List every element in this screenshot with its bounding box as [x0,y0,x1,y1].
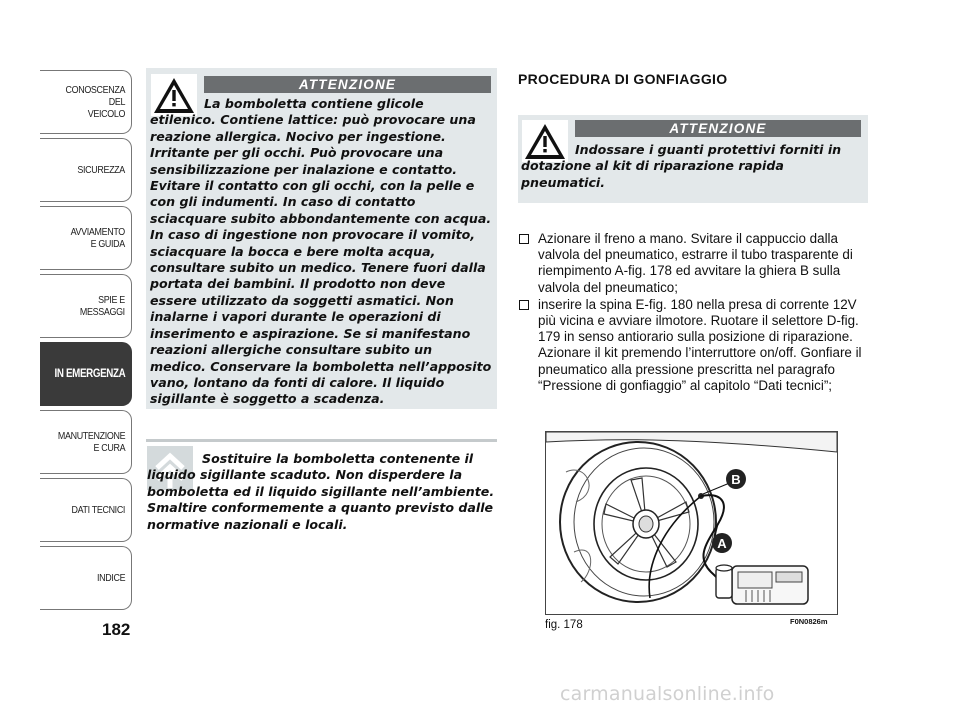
eco-note-text: Sostituire la bomboletta contenente il liquido sigillante scaduto. Non disperdere la bomboletta ed il liquido sigillante nell’ambiente. Smaltire conformemente a quanto previsto dalle normative nazionali e locali. [147,451,495,532]
callout-b: B [731,472,741,487]
watermark: carmanualsonline.info [560,683,775,705]
checkbox-bullet-icon [519,300,529,310]
figure-178 [545,431,838,615]
figure-code: F0N0826m [790,617,828,626]
tab-conoscenza-del-veicolo[interactable] [40,70,132,134]
tab-label: INDICE [96,572,125,584]
figure-caption: fig. 178 [545,619,583,631]
callout-a: A [717,536,727,551]
warning-text: Indossare i guanti protettivi forniti in dotazione al kit di riparazione rapida pneumatici. [521,142,842,190]
step-text: inserire la spina E-fig. 180 nella presa di corrente 12V più vicina e avviare ilmotore. Ruotare il selettore D-fig. 179 in senso antiorario sulla posizione di riparazione. Azionare il kit premendo l’interruttore on/off. Gonfiare il pneumatico alla pressione prescritta nel paragrafo “Pressione di gonfiaggio” al capitolo “Dati tecnici”; [538,296,862,393]
tab-label: AVVIAMENTO E GUIDA [70,226,125,250]
tab-label: IN EMERGENZA [54,368,125,380]
section-heading: PROCEDURA DI GONFIAGGIO [518,71,728,87]
tab-label: DATI TECNICI [71,504,125,516]
eco-divider [146,439,497,442]
warning-banner: ATTENZIONE [204,76,491,93]
page-number: 182 [102,620,131,639]
tab-label: CONOSCENZA DEL VEICOLO [65,84,125,120]
tab-in-emergenza[interactable] [40,342,132,406]
step-text: Azionare il freno a mano. Svitare il cappuccio dalla valvola del pneumatico, estrarre il tubo trasparente di riempimento A-fig. 178 ed avvitare la ghiera B sulla valvola del pneumatico; [538,231,853,295]
tab-dati-tecnici[interactable] [40,478,132,542]
tab-label: SPIE E MESSAGGI [80,294,125,318]
list-item [518,297,870,394]
warning-text: La bomboletta contiene glicole etilenico. Contiene lattice: può provocare una reazione allergica. Nocivo per ingestione. Irritante per gli occhi. Può provocare una sensibilizzazione per inalazione e contatto. Evitare il contatto con gli occhi, con la pelle e con gli indumenti. In caso di contatto sciacquare subito abbondantemente con acqua. In caso di ingestione non provocare il vomito, sciacquare la bocca e bere molta acqua, consultare subito un medico. Tenere fuori dalla portata dei bambini. Il prodotto non deve essere utilizzato da soggetti asmatici. Non inalarne i vapori durante le operazioni di inserimento e aspirazione. Se si manifestano reazioni allergiche consultare subito un medico. Conservare la bomboletta nell’apposito vano, lontano da fonti di calore. Il liquido sigillante è soggetto a scadenza. [150,96,492,407]
tab-avviamento-e-guida[interactable] [40,206,132,270]
tire-compressor-illustration [546,432,837,614]
warning-box-gloves [518,115,868,203]
tab-manutenzione-e-cura[interactable] [40,410,132,474]
warning-box-sealant [146,68,497,409]
tab-label: SICUREZZA [77,164,125,176]
tab-indice[interactable] [40,546,132,610]
warning-banner: ATTENZIONE [575,120,861,137]
checkbox-bullet-icon [519,234,529,244]
tab-spie-e-messaggi[interactable] [40,274,132,338]
tab-label: MANUTENZIONE E CURA [57,430,125,454]
procedure-steps [518,231,870,395]
tab-sicurezza[interactable] [40,138,132,202]
list-item [518,231,870,296]
